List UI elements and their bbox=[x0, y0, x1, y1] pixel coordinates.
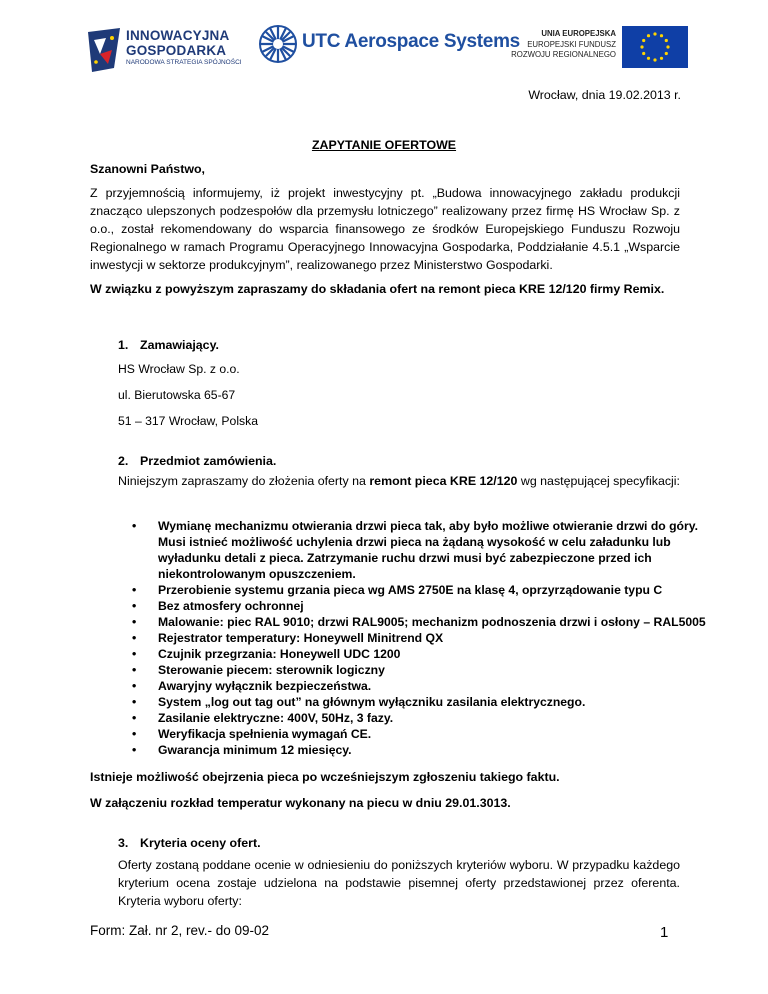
bullet-icon: • bbox=[132, 679, 137, 693]
section-1-heading bbox=[118, 336, 219, 354]
page-number: 1 bbox=[660, 924, 669, 941]
utc-logo-text: UTC Aerospace Systems bbox=[302, 31, 520, 52]
list-item-text: Przerobienie systemu grzania pieca wg AMS 2750E na klasę 4, oprzyrządowanie typu C bbox=[158, 583, 663, 597]
section-3-heading bbox=[118, 834, 261, 852]
eu-flag-icon bbox=[622, 26, 688, 68]
list-item-text: Czujnik przegrzania: Honeywell UDC 1200 bbox=[158, 647, 401, 661]
intro-paragraph: Z przyjemnością informujemy, iż projekt inwestycyjny pt. „Budowa innowacyjnego zakładu produkcji znacząco ulepszonych podzespołów dla przemysłu lotniczego” realizowany przez firmę HS Wrocław Sp. z o.o., został rekomendowany do wsparcia finansowego ze środków Europejskiego Funduszu Rozwoju Regionalnego w ramach Programu Operacyjnego Innowacyjna Gospodarka, Poddziałanie 4.5.1 „Wsparcie inwestycji w sektorze produkcyjnym”, realizowanego przez Ministerstwo Gospodarki. bbox=[90, 186, 680, 272]
ig-flag-icon bbox=[86, 28, 122, 72]
bullet-icon: • bbox=[132, 647, 137, 661]
section-3-text: Oferty zostaną poddane ocenie w odniesieniu do poniższych kryteriów wyboru. W przypadku każdego kryterium ocena zostaje udzielona na podstawie pisemnej oferty przedstawionej przez oferenta. Kryteria wyboru oferty: bbox=[118, 858, 680, 908]
eu-line1: UNIA EUROPEJSKA bbox=[541, 29, 616, 38]
bullet-icon: • bbox=[132, 583, 137, 597]
list-item bbox=[132, 598, 720, 614]
list-item bbox=[132, 662, 720, 678]
bullet-icon: • bbox=[132, 711, 137, 725]
list-item bbox=[132, 726, 720, 742]
eu-line3: ROZWOJU REGIONALNEGO bbox=[511, 50, 616, 59]
list-item bbox=[132, 630, 720, 646]
orderer-street: ul. Bierutowska 65-67 bbox=[118, 388, 236, 402]
utc-globe-icon bbox=[258, 24, 298, 64]
bullet-icon: • bbox=[132, 727, 137, 741]
invitation-paragraph: W związku z powyższym zapraszamy do składania ofert na remont pieca KRE 12/120 firmy Remix. bbox=[90, 282, 665, 296]
letter-date: Wrocław, dnia 19.02.2013 r. bbox=[528, 88, 681, 102]
innowacyjna-gospodarka-logo bbox=[86, 22, 246, 72]
section-2-intro bbox=[118, 472, 680, 490]
list-item-text: Awaryjny wyłącznik bezpieczeństwa. bbox=[158, 679, 372, 693]
list-item bbox=[132, 710, 720, 726]
inspection-note: Istnieje możliwość obejrzenia pieca po wcześniejszym zgłoszeniu takiego faktu. bbox=[90, 770, 560, 784]
list-item-text: Bez atmosfery ochronnej bbox=[158, 599, 304, 613]
orderer-city: 51 – 317 Wrocław, Polska bbox=[118, 414, 259, 428]
list-item-text: Rejestrator temperatury: Honeywell Minitrend QX bbox=[158, 631, 444, 645]
list-item-text: System „log out tag out” na głównym wyłączniku zasilania elektrycznego. bbox=[158, 695, 586, 709]
bullet-icon: • bbox=[132, 743, 137, 757]
bullet-icon: • bbox=[132, 663, 137, 677]
bullet-icon: • bbox=[132, 519, 137, 533]
bullet-icon: • bbox=[132, 631, 137, 645]
ig-line3: NARODOWA STRATEGIA SPÓJNOŚCI bbox=[126, 59, 242, 66]
list-item bbox=[132, 518, 720, 582]
eu-line2: EUROPEJSKI FUNDUSZ bbox=[527, 40, 616, 49]
section-3-title: Kryteria oceny ofert. bbox=[140, 836, 261, 850]
list-item bbox=[132, 646, 720, 662]
intro-text-a: Niniejszym zapraszamy do złożenia oferty na bbox=[118, 474, 370, 488]
section-2-title: Przedmiot zamówienia. bbox=[140, 454, 277, 468]
ig-line2: GOSPODARKA bbox=[126, 43, 227, 58]
intro-text-bold: remont pieca KRE 12/120 bbox=[369, 474, 518, 488]
section-2-heading bbox=[118, 452, 276, 470]
ig-line1: INNOWACYJNA bbox=[126, 28, 230, 43]
bullet-icon: • bbox=[132, 695, 137, 709]
list-item-text: Malowanie: piec RAL 9010; drzwi RAL9005; mechanizm podnoszenia drzwi i osłony – RAL5005 bbox=[158, 615, 706, 629]
bullet-icon: • bbox=[132, 615, 137, 629]
bullet-icon: • bbox=[132, 599, 137, 613]
attachment-note: W załączeniu rozkład temperatur wykonany na piecu w dniu 29.01.3013. bbox=[90, 796, 511, 810]
document-title: ZAPYTANIE OFERTOWE bbox=[311, 138, 457, 152]
section-2-number: 2. bbox=[118, 454, 129, 468]
list-item bbox=[132, 614, 720, 630]
section-1-title: Zamawiający. bbox=[140, 338, 219, 352]
list-item-text: Sterowanie piecem: sterownik logiczny bbox=[158, 663, 385, 677]
intro-text-b: wg następującej specyfikacji: bbox=[517, 474, 680, 488]
eu-logo bbox=[488, 26, 688, 68]
list-item bbox=[132, 742, 720, 758]
specification-list bbox=[118, 518, 720, 758]
list-item-text: Gwarancja minimum 12 miesięcy. bbox=[158, 743, 352, 757]
utc-aerospace-logo bbox=[258, 24, 520, 64]
list-item bbox=[132, 694, 720, 710]
greeting: Szanowni Państwo, bbox=[90, 162, 205, 176]
list-item bbox=[132, 678, 720, 694]
list-item-text: Weryfikacja spełnienia wymagań CE. bbox=[158, 727, 372, 741]
list-item-text: Wymianę mechanizmu otwierania drzwi pieca tak, aby było możliwe otwieranie drzwi do góry. Musi istnieć możliwość uchylenia drzwi pieca na żądaną wysokość w celu załadunku lub wyładunku detali z pieca. Zatrzymanie ruchu drzwi musi być zabezpieczone przed ich niekontrolowanym opuszczeniem. bbox=[158, 519, 698, 581]
section-3-number: 3. bbox=[118, 836, 129, 850]
list-item bbox=[132, 582, 720, 598]
section-1-number: 1. bbox=[118, 338, 129, 352]
list-item-text: Zasilanie elektryczne: 400V, 50Hz, 3 fazy. bbox=[158, 711, 394, 725]
form-reference: Form: Zał. nr 2, rev.- do 09-02 bbox=[90, 923, 270, 938]
orderer-name: HS Wrocław Sp. z o.o. bbox=[118, 362, 240, 376]
